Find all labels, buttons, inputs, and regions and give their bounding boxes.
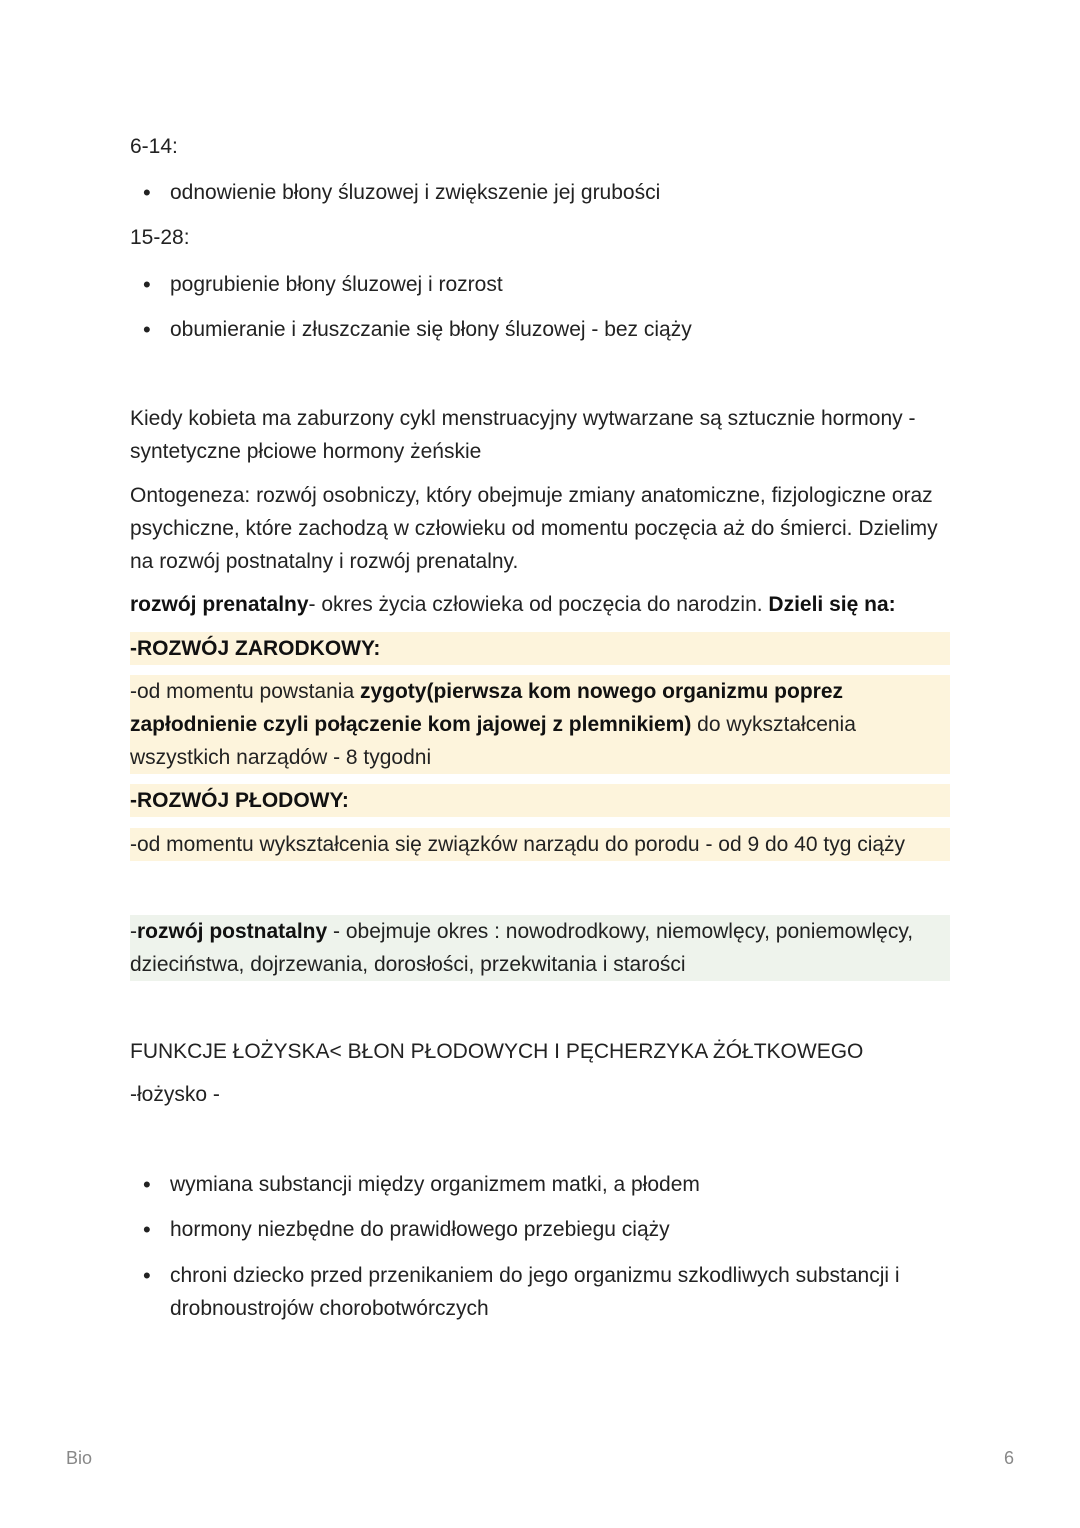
list-item: • obumieranie i złuszczanie się błony śluzowej - bez ciąży [170,313,692,346]
paragraph-ontogenesis: Ontogeneza: rozwój osobniczy, który obejmuje zmiany anatomiczne, fizjologiczne oraz psychiczne, które zachodzą w człowieku od momentu poczęcia aż do śmierci. Dzielimy na rozwój postnatalny i rozwój prenatalny. [130,484,938,573]
functions-heading: FUNKCJE ŁOŻYSKA< BŁON PŁODOWYCH I PĘCHERZYKA ŻÓŁTKOWEGO [130,1040,864,1063]
bullet-icon: • [143,272,151,297]
paragraph-prenatal: rozwój prenatalny- okres życia człowieka od poczęcia do narodzin. Dzieli się na: [130,593,896,616]
fetal-heading: -ROZWÓJ PŁODOWY: [130,784,950,817]
fetal-description: -od momentu wykształcenia się związków narządu do porodu - od 9 do 40 tyg ciąży [130,828,950,861]
bullet-icon: • [143,1263,151,1288]
list-item: • chroni dziecko przed przenikaniem do jego organizmu szkodliwych substancji i drobnoustrojów chorobotwórczych [170,1259,950,1325]
postnatal-paragraph: -rozwój postnatalny - obejmuje okres : nowodrodkowy, niemowlęcy, poniemowlęcy, dzieciństwa, dojrzewania, dorosłości, przekwitania i starości [130,915,950,981]
section-label-15-28: 15-28: [130,226,190,249]
list-item: • odnowienie błony śluzowej i zwiększenie jej grubości [170,176,660,209]
placenta-label: -łożysko - [130,1083,220,1106]
bullet-icon: • [143,180,151,205]
paragraph-hormones: Kiedy kobieta ma zaburzony cykl menstruacyjny wytwarzane są sztucznie hormony - syntetyczne płciowe hormony żeńskie [130,407,916,463]
list-item: • wymiana substancji między organizmem matki, a płodem [170,1168,700,1201]
page-number: 6 [1004,1448,1015,1468]
section-label-6-14: 6-14: [130,135,178,158]
bullet-icon: • [143,317,151,342]
footer-subject: Bio [66,1448,93,1468]
list-item: • hormony niezbędne do prawidłowego przebiegu ciąży [170,1213,670,1246]
prenatal-tail: Dzieli się na: [768,593,896,616]
embryo-description: -od momentu powstania zygoty(pierwsza kom nowego organizmu poprez zapłodnienie czyli połączenie kom jajowej z plemnikiem) do wykształcenia wszystkich narządów - 8 tygodni [130,675,950,774]
bullet-icon: • [143,1217,151,1242]
embryo-heading: -ROZWÓJ ZARODKOWY: [130,632,950,665]
bullet-icon: • [143,1172,151,1197]
list-item: • pogrubienie błony śluzowej i rozrost [170,268,503,301]
prenatal-term: rozwój prenatalny [130,593,309,616]
